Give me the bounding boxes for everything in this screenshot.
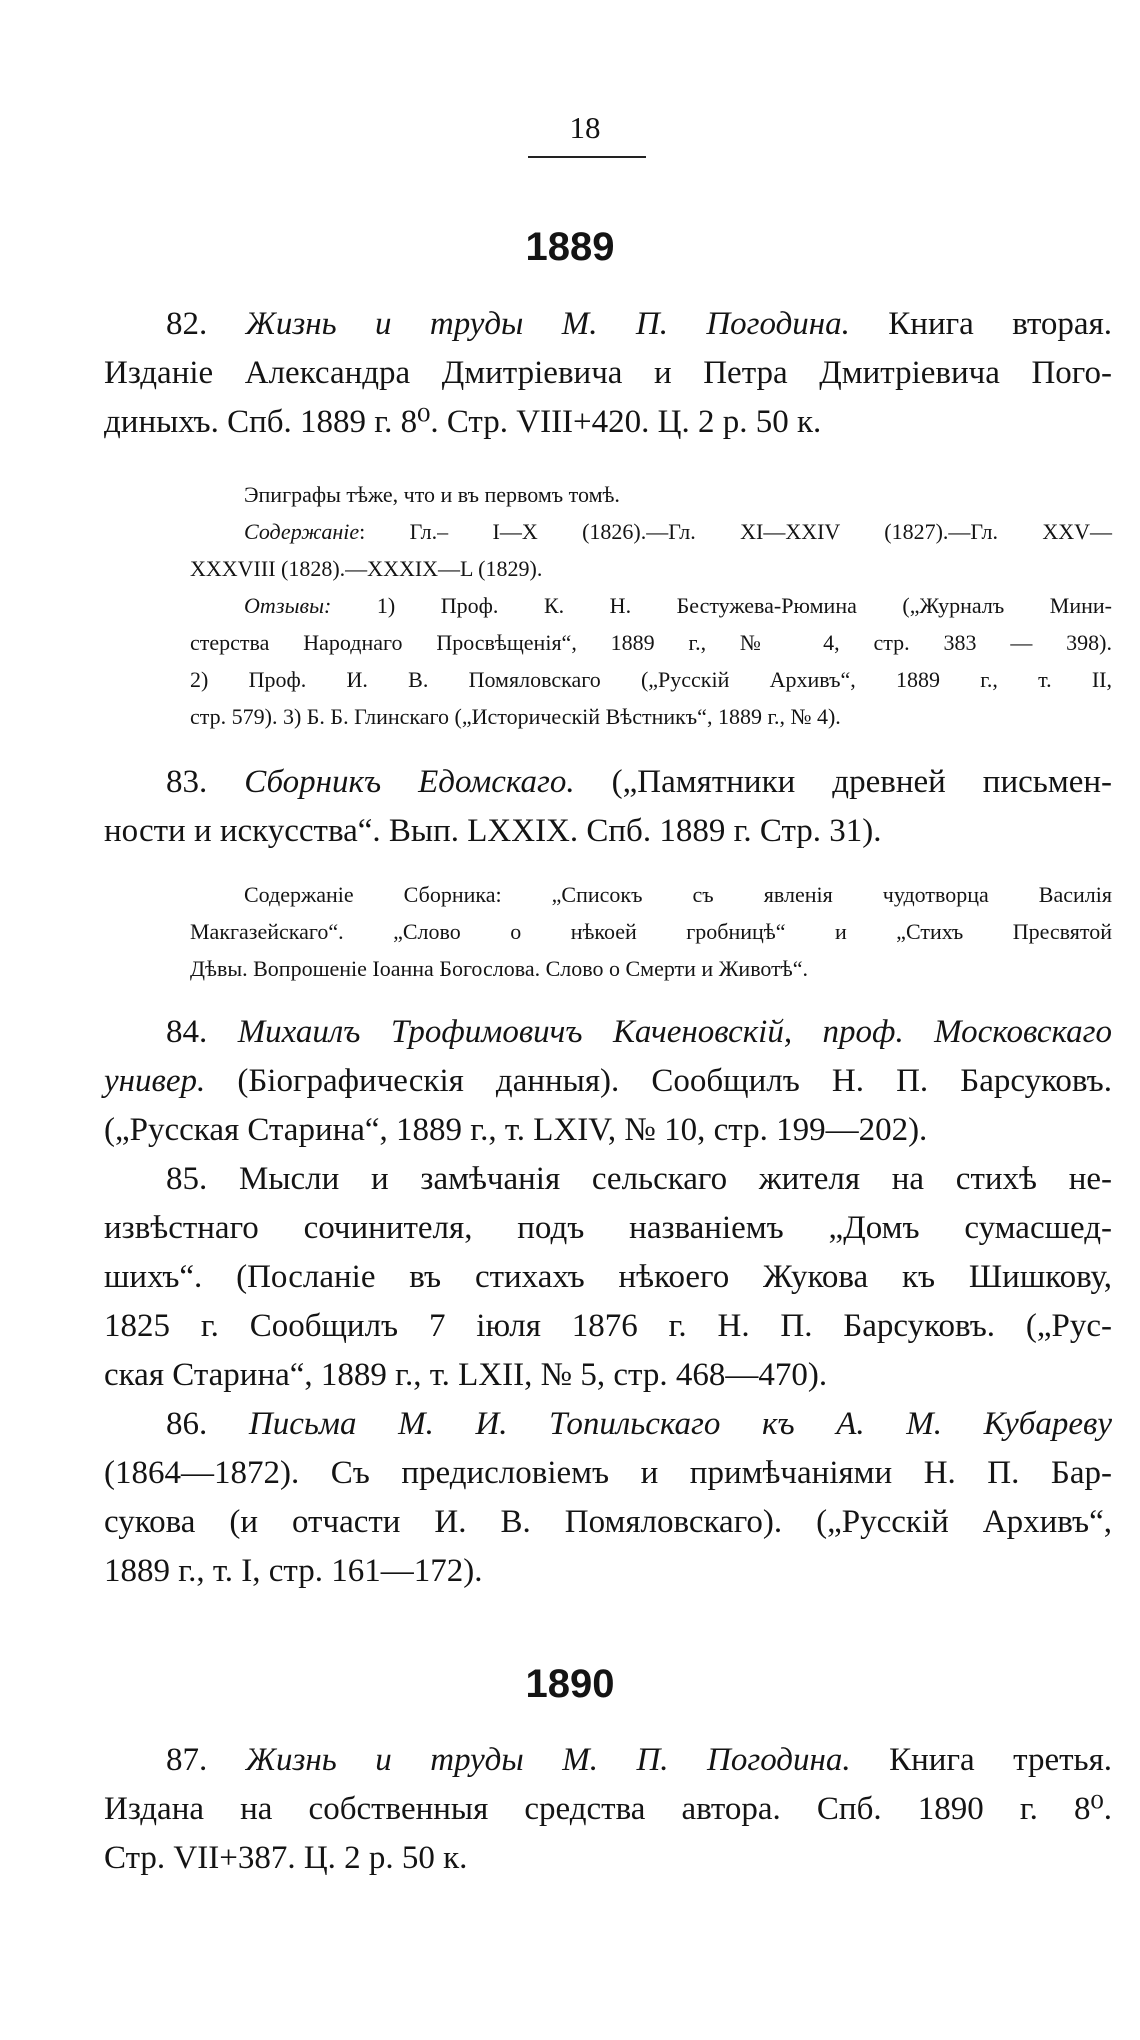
entry-82-notes [190, 476, 1112, 735]
note-line: стерства Народнаго Просвѣщенія“, 1889 г., № 4, стр. 383 — 398). [190, 630, 1112, 655]
page-number: 18 [569, 110, 601, 145]
entry-line: 84. Михаилъ Трофимовичъ Каченовскій, проф. Московскаго [166, 1014, 1113, 1050]
entry-line: Изданіе Александра Дмитріевича и Петра Дмитріевича Пого- [104, 355, 1112, 391]
entry-line: шихъ“. (Посланіе въ стихахъ нѣкоего Жукова къ Шишкову, [104, 1259, 1112, 1295]
entry-line: ская Старина“, 1889 г., т. LXII, № 5, стр. 468—470). [104, 1357, 828, 1393]
entry-82 [104, 300, 1112, 447]
note-line: Отзывы: 1) Проф. К. Н. Бестужева-Рюмина („Журналъ Мини- [244, 593, 1112, 618]
entry-83 [104, 758, 1112, 856]
entry-line: Издана на собственныя средства автора. Спб. 1890 г. 8⁰. [104, 1791, 1112, 1827]
note-line: Макгазейскаго“. „Слово о нѣкоей гробницѣ“ и „Стихъ Пресвятой [190, 919, 1112, 944]
entry-line: 86. Письма М. И. Топильскаго къ А. М. Кубареву [166, 1406, 1112, 1442]
entry-line: Стр. VII+387. Ц. 2 р. 50 к. [104, 1840, 468, 1876]
entry-line: извѣстнаго сочинителя, подъ названіемъ „Домъ сумасшед- [104, 1210, 1112, 1246]
note-line: XXXVIII (1828).—XXXIX—L (1829). [190, 556, 543, 581]
entry-87 [104, 1736, 1112, 1883]
year-heading: 1890 [525, 1662, 615, 1706]
entry-line: (1864—1872). Съ предисловіемъ и примѣчаніями Н. П. Бар- [104, 1455, 1112, 1491]
note-line: 2) Проф. И. В. Помяловскаго („Русскій Архивъ“, 1889 г., т. II, [190, 667, 1112, 692]
entry-86 [104, 1400, 1112, 1596]
note-line: Содержаніе: Гл.– I—X (1826).—Гл. XI—XXIV (1827).—Гл. XXV— [244, 519, 1112, 544]
entry-line: 83. Сборникъ Едомскаго. („Памятники древней письмен- [166, 764, 1112, 800]
page-number-rule [528, 156, 646, 158]
entry-line: 87. Жизнь и труды М. П. Погодина. Книга третья. [166, 1742, 1113, 1778]
entry-line: 1889 г., т. I, стр. 161—172). [104, 1553, 483, 1589]
note-line: стр. 579). 3) Б. Б. Глинскаго („Историческій Вѣстникъ“, 1889 г., № 4). [190, 704, 841, 729]
entry-83-notes [190, 876, 1112, 987]
entry-line: („Русская Старина“, 1889 г., т. LXIV, № 10, стр. 199—202). [104, 1112, 928, 1148]
entry-84 [104, 1008, 1112, 1155]
note-line: Эпиграфы тѣже, что и въ первомъ томѣ. [244, 482, 620, 507]
entry-line: сукова (и отчасти И. В. Помяловскаго). („Русскій Архивъ“, [104, 1504, 1112, 1540]
note-line: Содержаніе Сборника: „Списокъ съ явленія чудотворца Василія [244, 882, 1112, 907]
entry-line: 85. Мысли и замѣчанія сельскаго жителя на стихѣ не- [166, 1161, 1112, 1197]
year-heading: 1889 [525, 225, 615, 269]
entry-line: 1825 г. Сообщилъ 7 іюля 1876 г. Н. П. Барсуковъ. („Рус- [104, 1308, 1112, 1344]
entry-85 [104, 1155, 1112, 1400]
entry-line: диныхъ. Спб. 1889 г. 8⁰. Стр. VIII+420. Ц. 2 р. 50 к. [104, 404, 822, 440]
entry-line: 82. Жизнь и труды М. П. Погодина. Книга вторая. [166, 306, 1113, 342]
entry-line: универ. (Біографическія данныя). Сообщилъ Н. П. Барсуковъ. [104, 1063, 1112, 1099]
entry-line: ности и искусства“. Вып. LXXIX. Спб. 1889 г. Стр. 31). [104, 813, 882, 849]
note-line: Дѣвы. Вопрошеніе Іоанна Богослова. Слово о Смерти и Животѣ“. [190, 956, 808, 981]
